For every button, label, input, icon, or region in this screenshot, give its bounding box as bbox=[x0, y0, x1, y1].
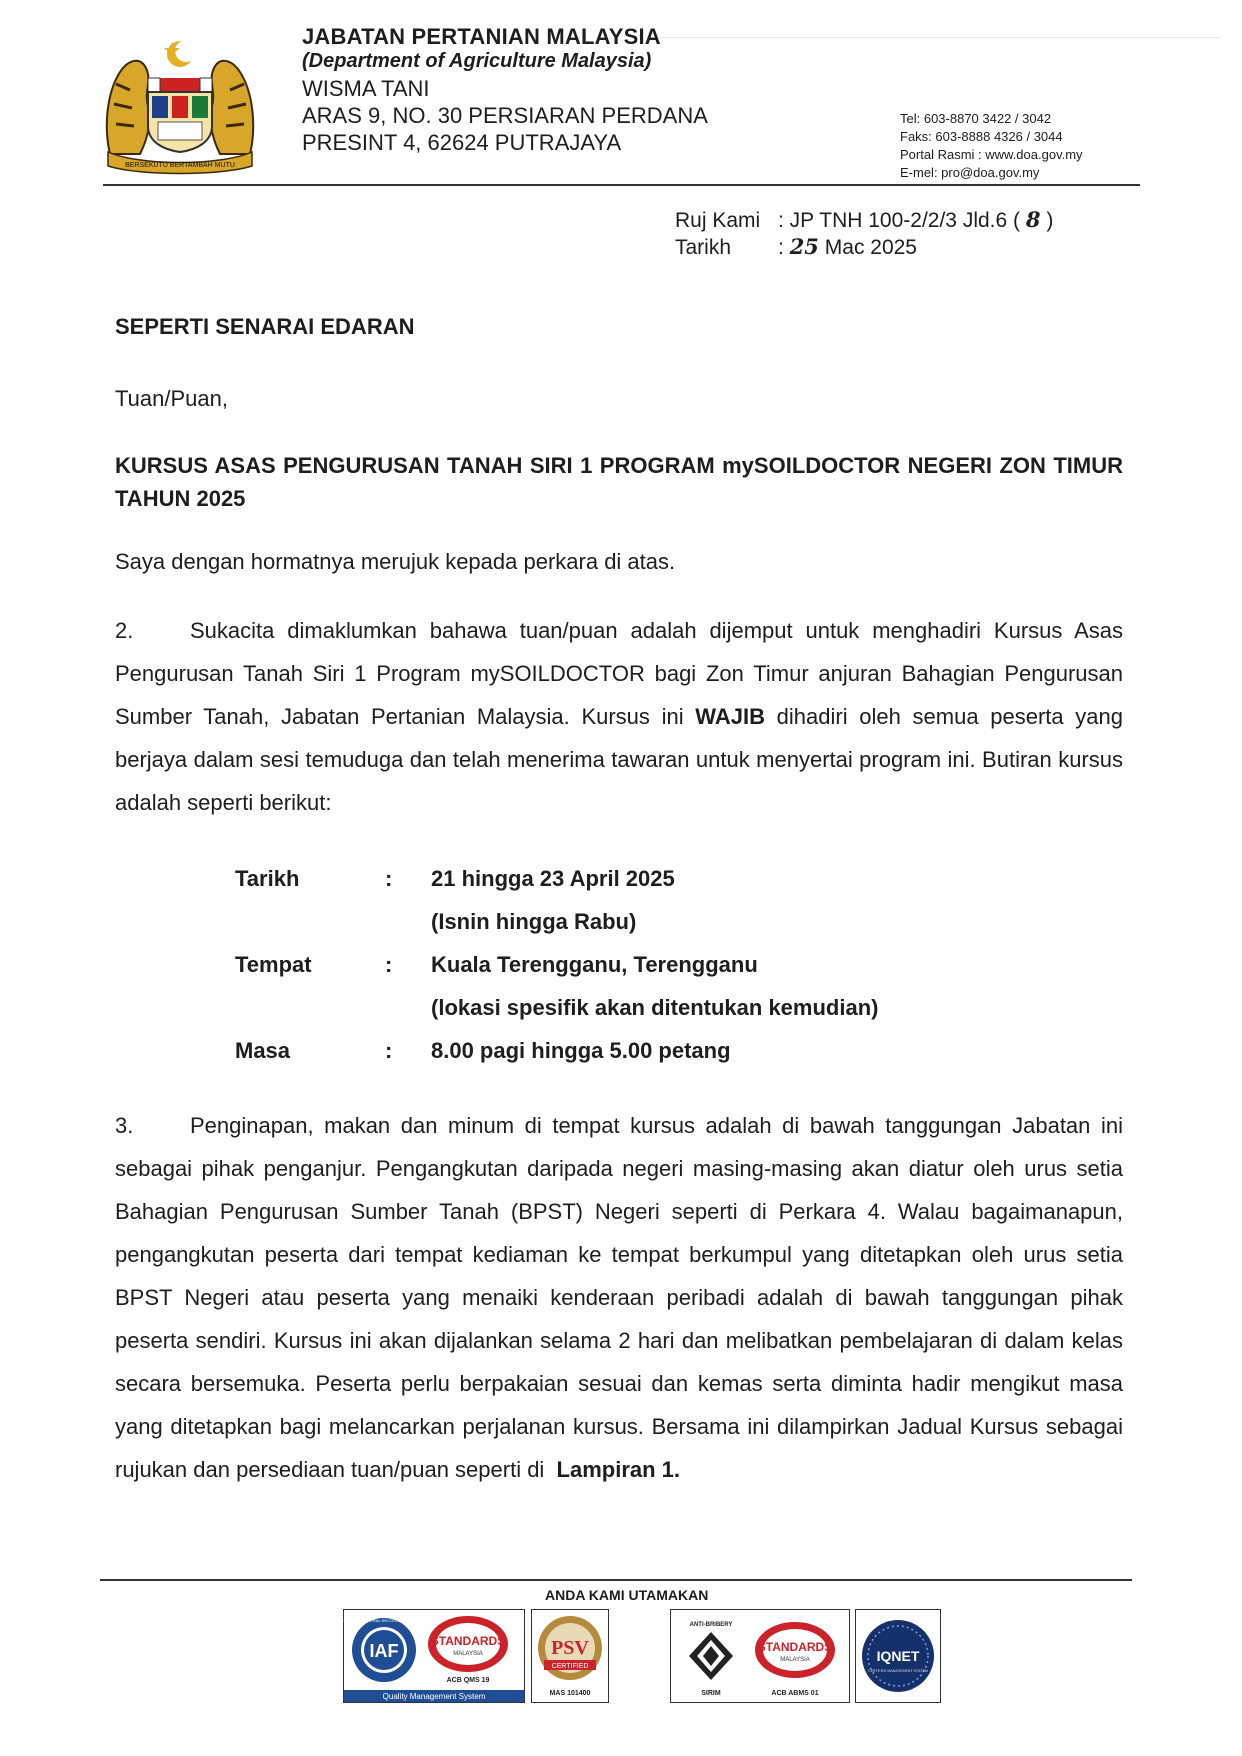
address-line-1: WISMA TANI bbox=[302, 76, 430, 101]
reference-close: ) bbox=[1046, 209, 1054, 232]
standards-malaysia-logo-icon bbox=[755, 1622, 835, 1697]
acb-abms-code: ACB ABMS 01 bbox=[771, 1690, 819, 1697]
detail-value: Kuala Terengganu, Terengganu bbox=[431, 952, 758, 977]
abms-certification-box bbox=[670, 1609, 850, 1703]
iqnet-text: IQNET bbox=[876, 1648, 920, 1664]
anti-bribery-text: ANTI-BRIBERY bbox=[689, 1622, 733, 1628]
detail-value: (lokasi spesifik akan ditentukan kemudian) bbox=[431, 995, 879, 1020]
detail-colon: : bbox=[385, 952, 393, 977]
iqnet-certification-box bbox=[855, 1609, 941, 1703]
psv-text: PSV bbox=[551, 1637, 589, 1659]
contact-fax: Faks: 603-8888 4326 / 3044 bbox=[900, 129, 1063, 144]
sirim-text: SIRIM bbox=[701, 1690, 721, 1697]
acb-qms-code: ACB QMS 19 bbox=[446, 1677, 490, 1684]
salutation: Tuan/Puan, bbox=[115, 386, 228, 411]
recipient-line: SEPERTI SENARAI EDARAN bbox=[115, 314, 415, 339]
psv-certified-logo-icon bbox=[538, 1616, 602, 1680]
contact-portal-link[interactable]: Portal Rasmi : www.doa.gov.my bbox=[900, 147, 1083, 162]
paragraph-2-text-b: dihadiri oleh semua peserta yang berjaya dalam sesi temuduga dan telah menerima tawaran untuk menyertai program ini. Butiran kursus adalah seperti berikut: bbox=[115, 704, 1124, 815]
handwritten-day: 25 bbox=[789, 234, 819, 259]
handwritten-file-number: 8 bbox=[1025, 207, 1041, 232]
reference-value: : JP TNH 100-2/2/3 Jld.6 ( bbox=[778, 209, 1021, 232]
paragraph-2 bbox=[115, 609, 1123, 824]
address-line-2: ARAS 9, NO. 30 PERSIARAN PERDANA bbox=[302, 103, 708, 128]
paragraph-3 bbox=[115, 1104, 1123, 1491]
contact-tel: Tel: 603-8870 3422 / 3042 bbox=[900, 111, 1052, 126]
letter-date bbox=[675, 234, 917, 260]
paragraph-number: 2. bbox=[115, 618, 134, 643]
reference-number bbox=[675, 207, 1053, 233]
standards-text: STANDARDS bbox=[757, 1640, 833, 1654]
psv-code: MAS 101400 bbox=[549, 1690, 591, 1697]
scan-artifact-line bbox=[660, 37, 1220, 38]
standards-sub: MALAYSIA bbox=[453, 1651, 483, 1657]
detail-value: 8.00 pagi hingga 5.00 petang bbox=[431, 1038, 731, 1063]
detail-label: Tempat bbox=[235, 952, 312, 977]
paragraph-number: 3. bbox=[115, 1113, 134, 1138]
malaysia-coat-of-arms-icon bbox=[100, 34, 260, 174]
paragraph-2-emphasis: WAJIB bbox=[695, 704, 765, 729]
iaf-logo-icon bbox=[326, 1618, 442, 1682]
iqnet-sub: CERTIFIED MANAGEMENT SYSTEM bbox=[868, 1669, 928, 1673]
detail-label: Masa bbox=[235, 1038, 291, 1063]
paragraph-3-text: Penginapan, makan dan minum di tempat kursus adalah di bawah tanggungan Jabatan ini sebagai pihak penganjur. Pengangkutan daripada negeri masing-masing akan diatur oleh urus setia Bahagian Pengurusan Sumber Tanah (BPST) Negeri seperti di Perkara 4. Walau bagaimanapun, pengangkutan peserta dari tempat kediaman ke tempat berkumpul yang ditetapkan oleh urus setia BPST Negeri atau peserta yang menaiki kenderaan peribadi adalah di bawah tanggungan pihak peserta sendiri. Kursus ini akan dijalankan selama 2 hari dan melibatkan pembelajaran di dalam kelas secara bersemuka. Peserta perlu berpakaian sesuai dan kemas serta diminta hadir mengikut masa yang ditetapkan bagi melancarkan perjalanan kursus. Bersama ini dilampirkan Jadual Kursus sebagai rujukan dan persediaan tuan/puan seperti di bbox=[115, 1113, 1123, 1482]
reference-label: Ruj Kami bbox=[675, 209, 761, 232]
detail-colon: : bbox=[385, 866, 393, 891]
date-value: Mac 2025 bbox=[824, 236, 917, 259]
standards-text: STANDARDS bbox=[430, 1634, 506, 1648]
footer-divider bbox=[100, 1579, 1132, 1581]
iaf-ring-text: MEMBER OF MULTILATERAL RECOGNITION ARRANGEMENT bbox=[326, 1618, 442, 1623]
detail-colon: : bbox=[385, 1038, 393, 1063]
psv-certification-box bbox=[531, 1609, 609, 1703]
standards-sub: MALAYSIA bbox=[780, 1657, 810, 1663]
detail-value: (Isnin hingga Rabu) bbox=[431, 909, 637, 934]
attachment-reference: Lampiran 1. bbox=[556, 1457, 681, 1482]
contact-block bbox=[900, 110, 1083, 182]
qms-certification-box bbox=[326, 1609, 525, 1703]
paragraph-2-text-a: Sukacita dimaklumkan bahawa tuan/puan adalah dijemput untuk menghadiri Kursus Asas Pengurusan Tanah Siri 1 Program mySOILDOCTOR bagi Zon Timur anjuran Bahagian Pengurusan Sumber Tanah, Jabatan Pertanian Malaysia. Kursus ini bbox=[115, 618, 1123, 729]
iqnet-logo-icon bbox=[862, 1620, 934, 1692]
detail-value: 21 hingga 23 April 2025 bbox=[431, 866, 675, 891]
psv-sub: CERTIFIED bbox=[551, 1663, 589, 1670]
detail-label: Tarikh bbox=[235, 866, 300, 891]
date-colon: : bbox=[778, 236, 784, 259]
crest-motto-text: BERSEKUTU BERTAMBAH MUTU bbox=[125, 162, 235, 169]
letter-subject: KURSUS ASAS PENGURUSAN TANAH SIRI 1 PROGRAM mySOILDOCTOR NEGERI ZON TIMUR TAHUN 2025 bbox=[115, 453, 1123, 511]
address-line-3: PRESINT 4, 62624 PUTRAJAYA bbox=[302, 130, 622, 155]
standards-malaysia-logo-icon bbox=[428, 1616, 508, 1684]
date-label: Tarikh bbox=[675, 236, 732, 259]
iaf-text: IAF bbox=[369, 1641, 399, 1661]
letterhead-divider bbox=[103, 184, 1140, 186]
qms-caption: Quality Management System bbox=[382, 1692, 486, 1701]
contact-email-link[interactable]: E-mel: pro@doa.gov.my bbox=[900, 165, 1040, 180]
footer-motto: ANDA KAMI UTAMAKAN bbox=[545, 1587, 709, 1603]
org-name-english: (Department of Agriculture Malaysia) bbox=[302, 50, 652, 72]
org-name: JABATAN PERTANIAN MALAYSIA bbox=[302, 24, 661, 49]
anti-bribery-sirim-logo-icon bbox=[689, 1622, 733, 1697]
intro-sentence: Saya dengan hormatnya merujuk kepada perkara di atas. bbox=[115, 549, 676, 574]
